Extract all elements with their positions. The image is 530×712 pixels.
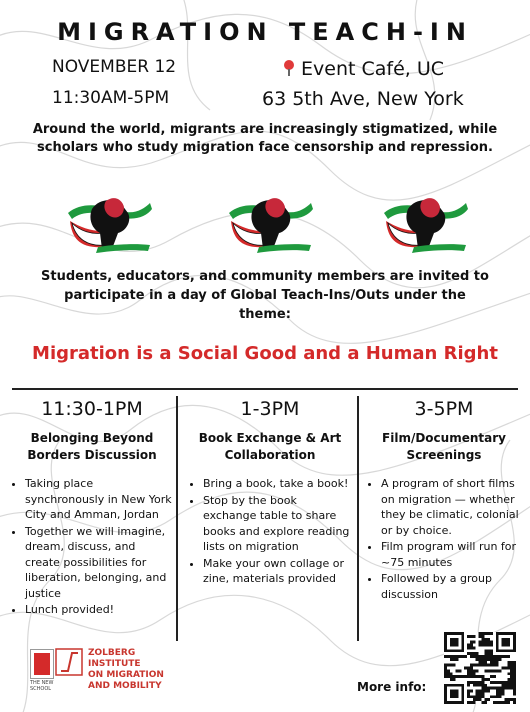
list-item: • Make your own collage or zine, materials provided (203, 556, 350, 587)
session-column-1 (12, 398, 172, 619)
institute-line: AND MOBILITY (88, 681, 162, 691)
raised-fist-flag-icon (62, 187, 154, 255)
session-time: 1-3PM (240, 398, 300, 420)
session-title: Belonging Beyond Borders Discussion (27, 431, 157, 462)
list-item: • Followed by a group discussion (381, 571, 520, 602)
more-info-label: More info: (357, 680, 427, 694)
session-column-3 (368, 398, 520, 603)
institute-line: ON MIGRATION (88, 670, 164, 680)
column-divider (176, 396, 178, 641)
list-item: • Film program will run for ~75 minutes (381, 539, 520, 570)
list-item: • Together we will imagine, dream, discuss, and create possibilities for liberation, belonging, and justice (25, 524, 172, 602)
session-bullets (12, 476, 172, 618)
list-item: • Stop by the book exchange table to share books and explore reading lists on migration (203, 493, 350, 555)
invitation-paragraph: Students, educators, and community members are invited to participate in a day of Global Teach-Ins/Outs under the theme: (41, 269, 489, 322)
institute-name (88, 648, 164, 692)
list-item: • Bring a book, take a book! (203, 476, 350, 492)
section-divider (12, 388, 518, 390)
event-date: NOVEMBER 12 (52, 57, 177, 77)
raised-fist-flag-icon (378, 187, 470, 255)
event-venue: Event Café, UC (301, 58, 445, 80)
event-title: MIGRATION TEACH-IN (57, 18, 473, 46)
school-logo-mark (30, 649, 54, 679)
qr-code-icon[interactable] (444, 632, 516, 704)
raised-fist-flag-icon (223, 187, 315, 255)
session-column-2 (190, 398, 350, 588)
institute-logo (30, 645, 200, 695)
zolberg-logo-mark (54, 647, 84, 677)
session-title: Film/Documentary Screenings (382, 431, 506, 462)
list-item: • Taking place synchronously in New York City and Amman, Jordan (25, 476, 172, 523)
session-time: 3-5PM (414, 398, 474, 420)
map-pin-icon (283, 60, 295, 76)
session-title: Book Exchange & Art Collaboration (198, 431, 342, 462)
school-name: THE NEW SCHOOL (30, 680, 54, 692)
theme-statement: Migration is a Social Good and a Human Right (32, 343, 498, 364)
session-bullets (190, 476, 350, 587)
institute-line: ZOLBERG (88, 648, 136, 658)
list-item: • Lunch provided! (25, 602, 172, 618)
column-divider (357, 396, 359, 641)
event-time: 11:30AM-5PM (52, 88, 170, 108)
event-venue-row (283, 58, 444, 80)
list-item: • A program of short films on migration — whether they be climatic, colonial or by choice. (381, 476, 520, 538)
event-address: 63 5th Ave, New York (262, 88, 464, 110)
session-bullets (368, 476, 520, 602)
session-time: 11:30-1PM (41, 398, 143, 420)
institute-line: INSTITUTE (88, 659, 141, 669)
intro-paragraph: Around the world, migrants are increasingly stigmatized, while scholars who study migration face censorship and repression. (32, 122, 498, 155)
